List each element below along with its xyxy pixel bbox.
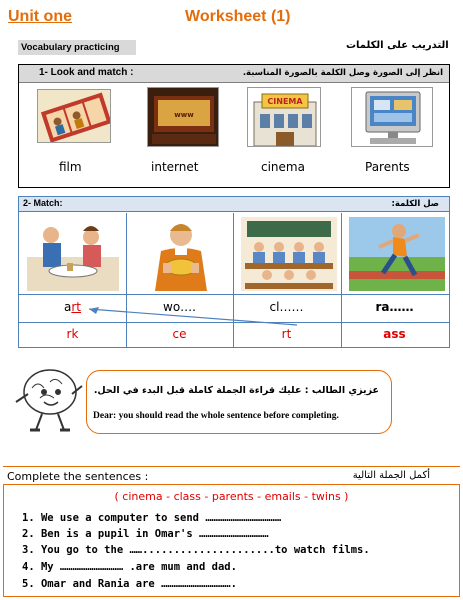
sentence-1: 1. We use a computer to send ……………………………… xyxy=(22,512,282,524)
svg-text:www: www xyxy=(174,111,194,119)
word-film: film xyxy=(59,160,82,174)
cinema-picture xyxy=(247,87,321,147)
match-picture-row xyxy=(19,213,449,295)
sentence-5: 5. Omar and Rania are ……………………………. xyxy=(22,578,237,590)
classroom-picture xyxy=(241,217,337,291)
worksheet-title: Worksheet (1) xyxy=(185,8,291,25)
complete-arabic: أكمل الجملة التالية xyxy=(352,470,430,481)
brain-mascot-icon xyxy=(10,362,84,434)
word-parents: Parents xyxy=(365,160,410,174)
word-end-rk: rk xyxy=(66,327,79,341)
note-arabic: عزيزي الطالب : عليك قراءة الجملة كاملة قبل البدء في الحل. xyxy=(93,385,379,396)
section1-arabic: انظر إلى الصورة وصل الكلمة بالصورة المناسبة. xyxy=(242,68,443,78)
section1-title: 1- Look and match : xyxy=(39,67,134,78)
word-end-ass: ass xyxy=(383,327,406,341)
section1-header xyxy=(19,65,449,83)
section2-header xyxy=(19,197,449,212)
match-section xyxy=(18,196,450,348)
word-start-art-red: rt xyxy=(71,300,81,314)
vocab-label-arabic: التدريب على الكلمات xyxy=(346,40,449,51)
cinema-sign-text: CINEMA xyxy=(267,97,303,106)
runner-picture xyxy=(349,217,445,291)
sentence-3: 3. You go to the …….....................to watch films. xyxy=(22,544,370,556)
film-picture xyxy=(37,89,111,143)
vocab-label: Vocabulary practicing xyxy=(18,40,136,55)
complete-title: Complete the sentences : xyxy=(7,470,149,483)
instruction-note xyxy=(86,370,392,434)
unit-title: Unit one xyxy=(8,8,72,25)
word-start-wo: wo…. xyxy=(163,300,196,314)
word-internet: internet xyxy=(151,160,199,174)
note-english: Dear: you should read the whole sentence before completing. xyxy=(93,411,339,421)
complete-header xyxy=(3,466,460,485)
section2-arabic: صل الكلمة: xyxy=(391,199,439,209)
sentence-2: 2. Ben is a pupil in Omar's …………………………… xyxy=(22,528,269,540)
word-cinema: cinema xyxy=(261,160,305,174)
section2-title: 2- Match: xyxy=(23,198,63,208)
word-start-cl: cl…… xyxy=(269,300,304,314)
look-and-match-section xyxy=(18,64,450,188)
worksheet-header xyxy=(0,8,463,30)
internet-picture xyxy=(147,87,219,147)
computer-picture xyxy=(351,87,433,147)
sentence-4: 4. My ………………………… .are mum and dad. xyxy=(22,561,237,573)
word-start-ra: ra…… xyxy=(375,300,414,314)
couple-picture xyxy=(27,217,119,291)
word-end-ce: ce xyxy=(172,327,187,341)
word-start-art-base: a xyxy=(64,300,72,314)
baker-picture xyxy=(135,217,227,291)
word-bank: ( cinema - class - parents - emails - twins ) xyxy=(114,490,349,503)
word-end-rt: rt xyxy=(281,327,292,341)
arrow-icon xyxy=(79,303,299,329)
